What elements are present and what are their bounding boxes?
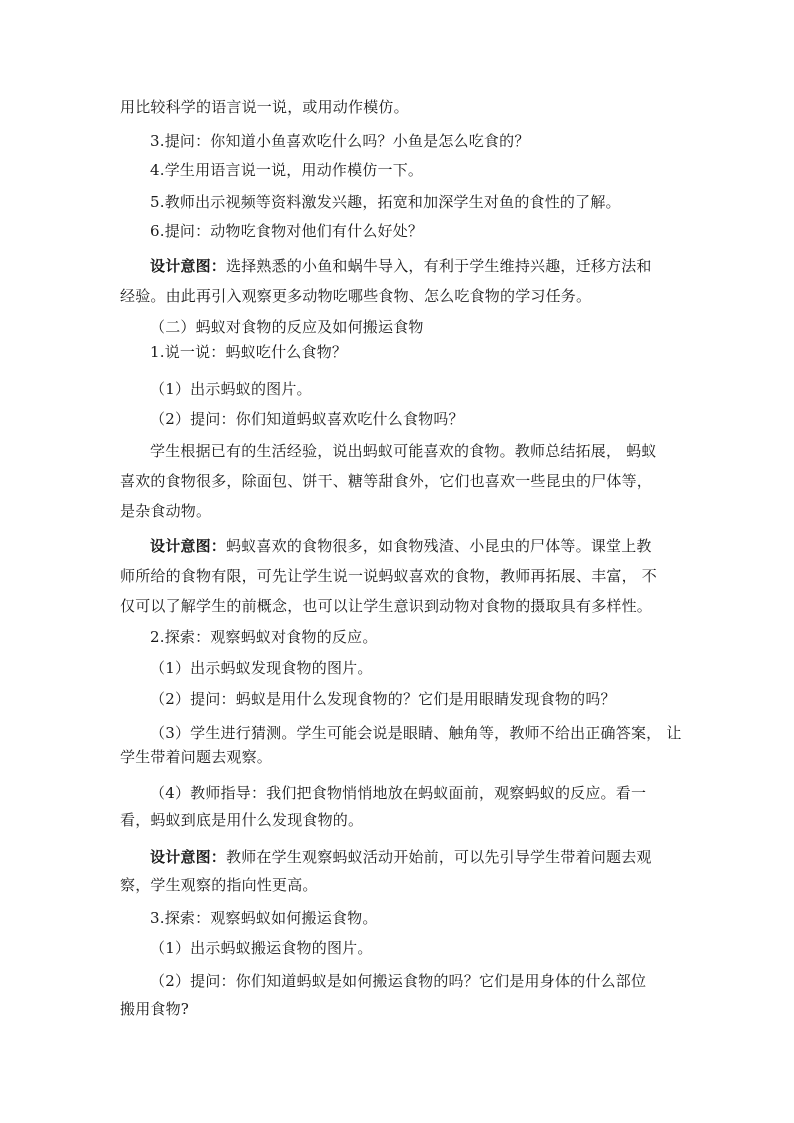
text-line: 学生根据已有的生活经验，说出蚂蚁可能喜欢的食物。教师总结拓展， 蚂蚁 bbox=[150, 442, 657, 460]
text-line: 3.提问：你知道小鱼喜欢吃什么吗？小鱼是怎么吃食的？ bbox=[150, 132, 530, 150]
text-line: （4）教师指导：我们把食物悄悄地放在蚂蚁面前，观察蚂蚁的反应。看一 bbox=[150, 784, 647, 802]
text-line: 喜欢的食物很多，除面包、饼干、糖等甜食外，它们也喜欢一些昆虫的尸体等， bbox=[120, 472, 653, 490]
design-intent-label: 设计意图： bbox=[150, 848, 227, 866]
text-line: 师所给的食物有限，可先让学生说一说蚂蚁喜欢的食物，教师再拓展、丰富， 不 bbox=[120, 567, 657, 585]
text-span: 蚂蚁喜欢的食物很多，如食物残渣、小昆虫的尸体等。课堂上教 bbox=[226, 537, 652, 555]
text-line: 5.教师出示视频等资料激发兴趣，拓宽和加深学生对鱼的食性的了解。 bbox=[150, 193, 621, 211]
text-line: （1）出示蚂蚁搬运食物的图片。 bbox=[150, 939, 373, 957]
text-line: 是杂食动物。 bbox=[120, 502, 212, 520]
text-line: 学生带着问题去观察。 bbox=[120, 748, 273, 766]
text-span: 教师在学生观察蚂蚁活动开始前，可以先引导学生带着问题去观 bbox=[226, 848, 652, 866]
text-line: 用比较科学的语言说一说，或用动作模仿。 bbox=[120, 98, 409, 116]
text-line: （2）提问：你们知道蚂蚁喜欢吃什么食物吗？ bbox=[150, 410, 464, 428]
text-line: 4.学生用语言说一说，用动作模仿一下。 bbox=[150, 161, 424, 179]
text-line: 3.探索：观察蚂蚁如何搬运食物。 bbox=[150, 909, 378, 927]
text-line: 看，蚂蚁到底是用什么发现食物的。 bbox=[120, 811, 364, 829]
design-intent-label: 设计意图： bbox=[150, 537, 227, 555]
design-intent-paragraph bbox=[150, 535, 652, 557]
design-intent-paragraph bbox=[150, 255, 652, 277]
text-line: 6.提问：动物吃食物对他们有什么好处？ bbox=[150, 222, 424, 240]
section-heading: （二）蚂蚁对食物的反应及如何搬运食物 bbox=[150, 318, 424, 336]
text-line: 经验。由此再引入观察更多动物吃哪些食物、怎么吃食物的学习任务。 bbox=[120, 287, 592, 305]
text-line: 1.说一说：蚂蚁吃什么食物？ bbox=[150, 343, 348, 361]
text-line: 仅可以了解学生的前概念，也可以让学生意识到动物对食物的摄取具有多样性。 bbox=[120, 597, 653, 615]
text-line: 察，学生观察的指向性更高。 bbox=[120, 876, 318, 894]
text-span: 选择熟悉的小鱼和蜗牛导入，有利于学生维持兴趣，迁移方法和 bbox=[226, 257, 652, 275]
text-line: （1）出示蚂蚁的图片。 bbox=[150, 380, 312, 398]
text-line: 搬用食物? bbox=[120, 1000, 190, 1018]
design-intent-paragraph bbox=[150, 846, 652, 868]
text-line: （2）提问：蚂蚁是用什么发现食物的？它们是用眼睛发现食物的吗？ bbox=[150, 690, 616, 708]
design-intent-label: 设计意图： bbox=[150, 257, 227, 275]
text-line: 2.探索：观察蚂蚁对食物的反应。 bbox=[150, 628, 378, 646]
text-line: （1）出示蚂蚁发现食物的图片。 bbox=[150, 659, 373, 677]
text-line: （2）提问：你们知道蚂蚁是如何搬运食物的吗？它们是用身体的什么部位 bbox=[150, 972, 647, 990]
text-line: （3）学生进行猜测。学生可能会说是眼睛、触角等，教师不给出正确答案， 让 bbox=[150, 724, 682, 742]
